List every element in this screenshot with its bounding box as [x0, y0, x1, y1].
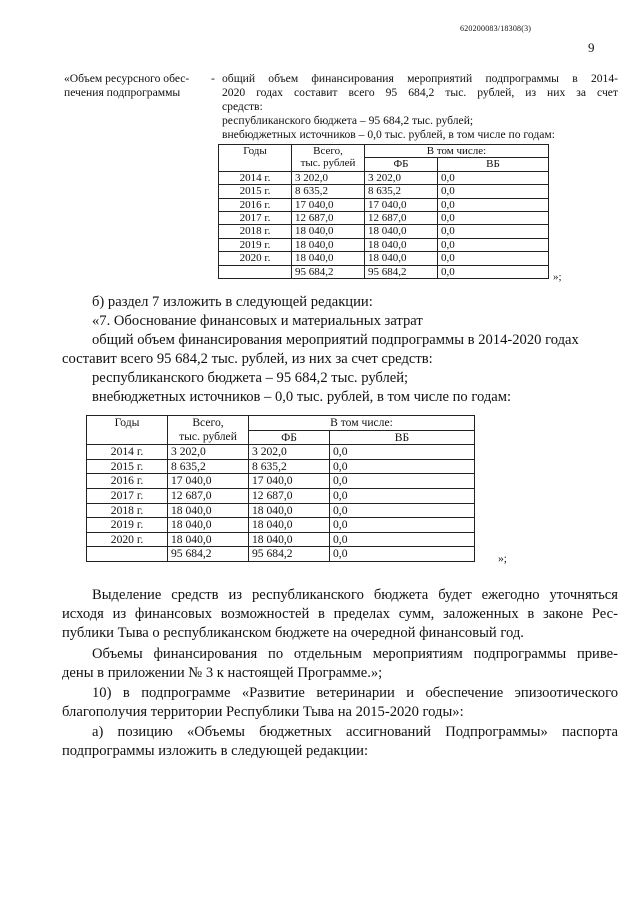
cell-fb: 3 202,0 — [249, 445, 330, 460]
cell-fb: 18 040,0 — [365, 225, 438, 238]
cell-year: 2017 г. — [87, 488, 168, 503]
cell-fb: 12 687,0 — [365, 212, 438, 225]
paragraph-line: общий объем финансирования мероприятий подпрограммы в 2014-2020 годах — [92, 332, 579, 348]
paragraph-veterinary-subprogram — [62, 684, 618, 722]
cell-year: 2018 г. — [87, 503, 168, 518]
passport-label-line: «Объем ресурсного обес- — [64, 72, 190, 85]
paragraph-extra-budget: внебюджетных источников – 0,0 тыс. рублей, в том числе по годам: — [92, 389, 512, 405]
paragraph-funding-volumes — [62, 645, 618, 683]
table-row — [87, 445, 475, 460]
paragraph-total-funding — [62, 331, 618, 369]
table-closing-mark: »; — [498, 552, 508, 565]
cell-vb: 0,0 — [438, 212, 549, 225]
cell-fb: 18 040,0 — [249, 518, 330, 533]
header-total-line: Всего, — [313, 145, 343, 157]
table-row — [219, 252, 549, 265]
cell-fb: 18 040,0 — [249, 532, 330, 547]
cell-vb: 0,0 — [438, 265, 549, 278]
header-including: В том числе: — [249, 416, 475, 431]
cell-year — [219, 265, 292, 278]
cell-fb: 18 040,0 — [365, 252, 438, 265]
header-years: Годы — [219, 145, 292, 172]
cell-vb: 0,0 — [330, 518, 475, 533]
document-code: 620200083/18308(3) — [460, 24, 532, 33]
cell-total: 8 635,2 — [168, 459, 249, 474]
passport-funding-table — [218, 144, 549, 279]
cell-total: 17 040,0 — [292, 198, 365, 211]
paragraph-line: составит всего 95 684,2 тыс. рублей, из них за счет средств: — [62, 351, 433, 367]
table-row — [87, 474, 475, 489]
table-row — [87, 532, 475, 547]
cell-year: 2016 г. — [219, 198, 292, 211]
passport-dash: - — [211, 72, 215, 85]
table-row — [219, 225, 549, 238]
cell-total: 8 635,2 — [292, 185, 365, 198]
header-fb: ФБ — [365, 158, 438, 171]
cell-total: 12 687,0 — [292, 212, 365, 225]
passport-value-line: средств: — [222, 100, 263, 113]
table-row — [87, 459, 475, 474]
cell-vb: 0,0 — [438, 198, 549, 211]
header-including: В том числе: — [365, 145, 549, 158]
header-years: Годы — [87, 416, 168, 445]
passport-value-line: внебюджетных источников – 0,0 тыс. рублей, в том числе по годам: — [222, 128, 555, 141]
cell-fb: 8 635,2 — [249, 459, 330, 474]
cell-vb: 0,0 — [438, 185, 549, 198]
header-total-line: тыс. рублей — [300, 157, 356, 170]
cell-vb: 0,0 — [330, 445, 475, 460]
header-total-line: Всего, — [192, 416, 224, 429]
header-total-line: тыс. рублей — [179, 429, 237, 443]
cell-vb: 0,0 — [330, 488, 475, 503]
table-row — [87, 518, 475, 533]
table-row — [87, 488, 475, 503]
cell-fb: 95 684,2 — [249, 547, 330, 562]
cell-total: 18 040,0 — [292, 238, 365, 251]
cell-fb: 8 635,2 — [365, 185, 438, 198]
cell-year — [87, 547, 168, 562]
cell-year: 2019 г. — [87, 518, 168, 533]
cell-total: 18 040,0 — [292, 225, 365, 238]
cell-vb: 0,0 — [330, 547, 475, 562]
cell-vb: 0,0 — [438, 238, 549, 251]
page-number: 9 — [588, 40, 595, 55]
cell-total: 12 687,0 — [168, 488, 249, 503]
paragraph-line: Выделение средств из республиканского бюджета будет ежегодно уточняться — [92, 587, 618, 603]
header-vb: ВБ — [330, 430, 475, 445]
cell-total: 18 040,0 — [168, 532, 249, 547]
paragraph-line: а) позицию «Объемы бюджетных ассигнований Подпрограммы» паспорта — [92, 724, 618, 740]
table-row — [219, 212, 549, 225]
passport-label-line: печения подпрограммы — [64, 86, 181, 99]
passport-value-line: 2020 годах составит всего 95 684,2 тыс. рублей, из них за счет — [222, 86, 618, 99]
cell-vb: 0,0 — [438, 252, 549, 265]
cell-vb: 0,0 — [330, 474, 475, 489]
cell-fb: 17 040,0 — [365, 198, 438, 211]
cell-year: 2015 г. — [87, 459, 168, 474]
cell-total: 95 684,2 — [168, 547, 249, 562]
cell-year: 2015 г. — [219, 185, 292, 198]
paragraph-budget-allocations — [62, 723, 618, 761]
table-total-row — [219, 265, 549, 278]
table-row — [219, 198, 549, 211]
cell-total: 3 202,0 — [292, 171, 365, 184]
cell-total: 3 202,0 — [168, 445, 249, 460]
cell-total: 18 040,0 — [292, 252, 365, 265]
passport-value-line: общий объем финансирования мероприятий подпрограммы в 2014- — [222, 72, 618, 85]
cell-fb: 12 687,0 — [249, 488, 330, 503]
cell-year: 2014 г. — [87, 445, 168, 460]
cell-total: 18 040,0 — [168, 503, 249, 518]
passport-value — [222, 72, 618, 142]
table-row — [87, 503, 475, 518]
cell-year: 2020 г. — [87, 532, 168, 547]
section-7-heading: «7. Обоснование финансовых и материальных затрат — [92, 313, 423, 329]
paragraph-line: благополучия территории Республики Тыва на 2015-2020 годы»: — [62, 704, 464, 720]
table-total-row — [87, 547, 475, 562]
header-vb: ВБ — [438, 158, 549, 171]
table-row — [219, 171, 549, 184]
cell-vb: 0,0 — [438, 225, 549, 238]
header-total — [292, 145, 365, 172]
cell-total: 95 684,2 — [292, 265, 365, 278]
table-row — [219, 185, 549, 198]
table-header-row — [219, 145, 549, 158]
cell-year: 2018 г. — [219, 225, 292, 238]
cell-vb: 0,0 — [438, 171, 549, 184]
paragraph-section-7-intro: б) раздел 7 изложить в следующей редакции: — [92, 294, 373, 310]
cell-year: 2016 г. — [87, 474, 168, 489]
paragraph-line: дены в приложении № 3 к настоящей Программе.»; — [62, 665, 383, 681]
cell-vb: 0,0 — [330, 532, 475, 547]
cell-fb: 18 040,0 — [249, 503, 330, 518]
paragraph-line: подпрограммы изложить в следующей редакции: — [62, 743, 369, 759]
cell-total: 17 040,0 — [168, 474, 249, 489]
table-header-row — [87, 416, 475, 431]
table-closing-mark: »; — [553, 271, 562, 283]
table-row — [219, 238, 549, 251]
paragraph-line: публики Тыва о республиканском бюджете на очередной финансовый год. — [62, 625, 524, 641]
paragraph-line: 10) в подпрограмме «Развитие ветеринарии и обеспечение эпизоотического — [92, 685, 618, 701]
passport-label — [64, 72, 214, 100]
header-fb: ФБ — [249, 430, 330, 445]
paragraph-line: исходя из финансовых возможностей в пределах сумм, заложенных в законе Рес- — [62, 606, 618, 622]
cell-total: 18 040,0 — [168, 518, 249, 533]
cell-fb: 3 202,0 — [365, 171, 438, 184]
header-total — [168, 416, 249, 445]
paragraph-republic-budget: республиканского бюджета – 95 684,2 тыс. рублей; — [92, 370, 409, 386]
cell-year: 2017 г. — [219, 212, 292, 225]
cell-fb: 18 040,0 — [365, 238, 438, 251]
cell-year: 2020 г. — [219, 252, 292, 265]
cell-year: 2019 г. — [219, 238, 292, 251]
passport-value-line: республиканского бюджета – 95 684,2 тыс. рублей; — [222, 114, 474, 127]
section-7-funding-table — [86, 415, 475, 562]
paragraph-line: Объемы финансирования по отдельным мероприятиям подпрограммы приве- — [92, 646, 618, 662]
cell-fb: 95 684,2 — [365, 265, 438, 278]
cell-vb: 0,0 — [330, 459, 475, 474]
paragraph-budget-refinement — [62, 586, 618, 643]
cell-year: 2014 г. — [219, 171, 292, 184]
cell-vb: 0,0 — [330, 503, 475, 518]
cell-fb: 17 040,0 — [249, 474, 330, 489]
